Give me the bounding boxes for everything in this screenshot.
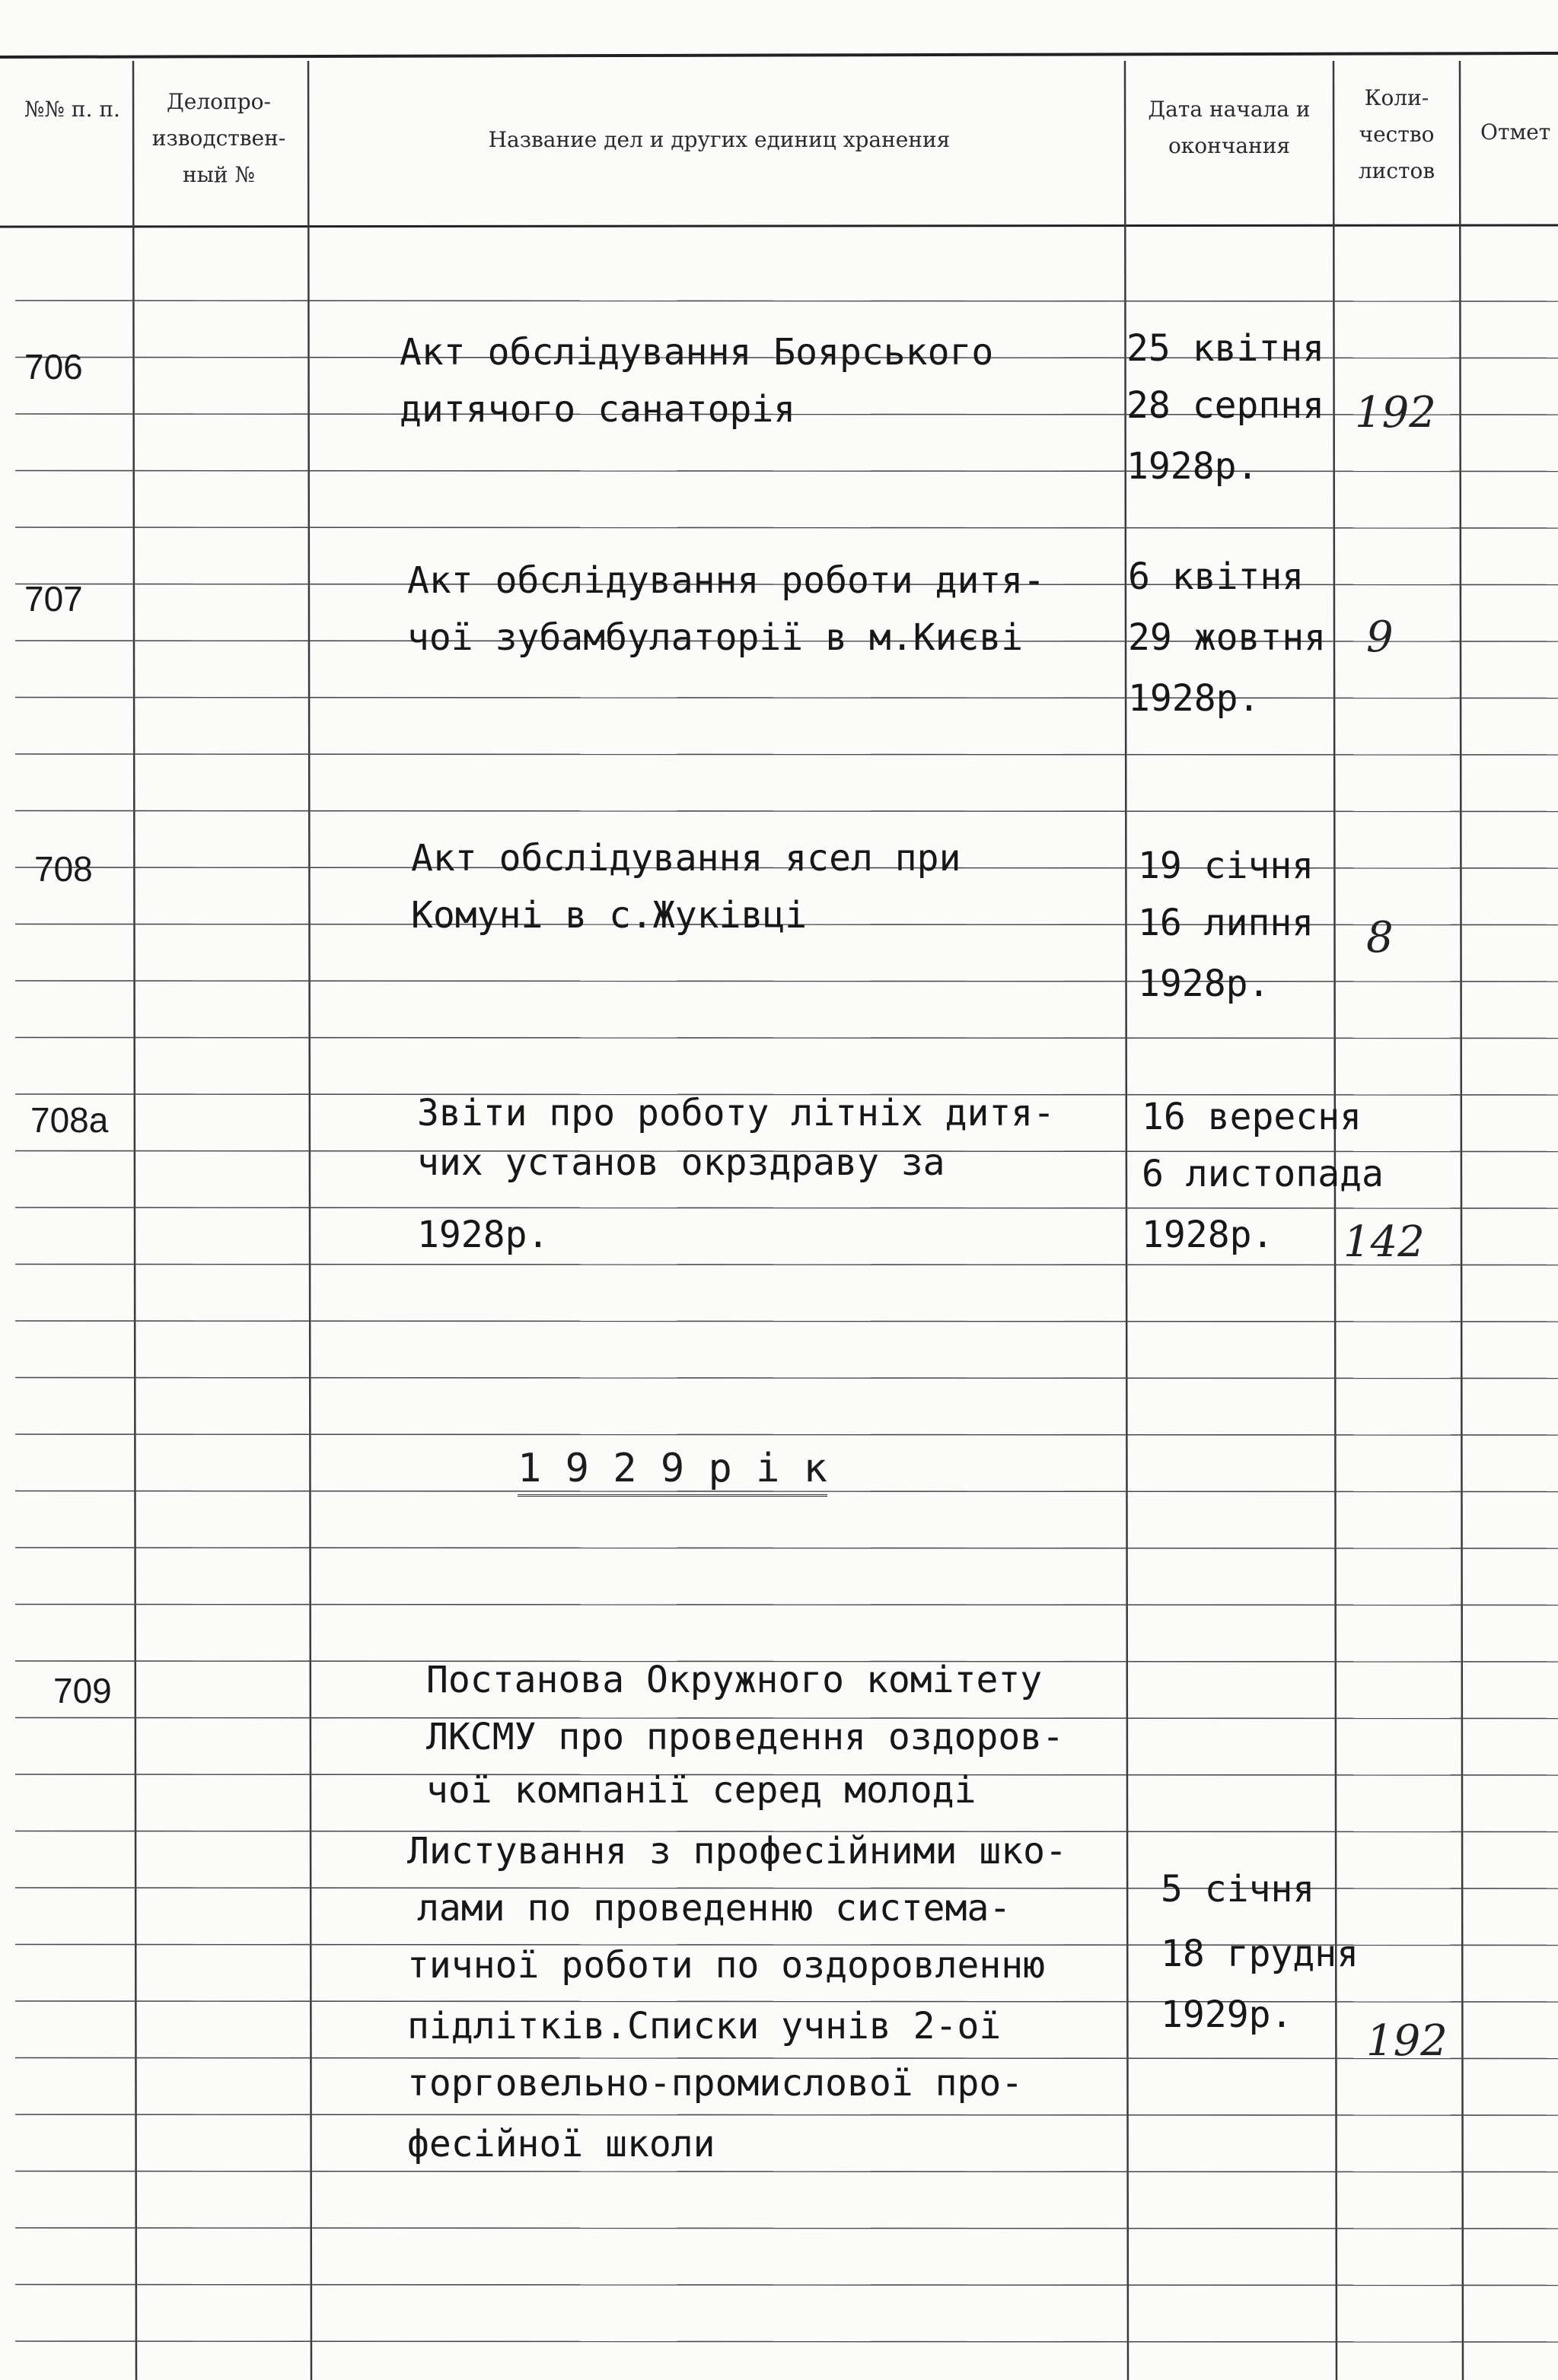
entry-date-start: 5 січня: [1161, 1868, 1315, 1911]
ruled-row-line: [15, 2114, 1558, 2115]
entry-date-end: 6 листопада: [1142, 1153, 1384, 1195]
entry-date-year: 1928р.: [1128, 677, 1260, 720]
entry-title-line: дитячого санаторія: [400, 388, 796, 431]
entry-number: 708а: [30, 1100, 109, 1140]
entry-title-line: чої зубамбулаторії в м.Києві: [407, 616, 1024, 659]
entry-title-line: Звіти про роботу літніх дитя-: [417, 1092, 1056, 1134]
entry-title-line: Комуні в с.Жуківці: [411, 894, 808, 937]
entry-title-line: Акт обслідування ясел при: [411, 837, 961, 880]
entry-number: 709: [53, 1671, 112, 1710]
entry-date-start: 19 січня: [1138, 845, 1314, 887]
ruled-row-line: [15, 2001, 1558, 2002]
header-col-number: №№ п. п.: [24, 97, 120, 122]
ruled-row-line: [15, 2285, 1558, 2286]
entry-title-line: чої компанії серед молоді: [426, 1769, 977, 1812]
header-bottom-border: [0, 225, 1558, 227]
entry-sheets: 192: [1366, 2016, 1448, 2066]
entry-title-line: фесійної школи: [407, 2123, 715, 2165]
ruled-row-line: [15, 981, 1558, 982]
entry-title-line: Акт обслідування Боярського: [400, 331, 994, 374]
entry-date-start: 25 квітня: [1126, 327, 1325, 370]
entry-title-line: підлітків.Списки учнів 2-ої: [407, 2005, 1002, 2048]
ruled-row-line: [15, 754, 1558, 755]
header-col-notes: Отмет: [1480, 119, 1551, 145]
entry-title-line: Акт обслідування роботи дитя-: [407, 559, 1046, 602]
entry-sheets: 192: [1355, 388, 1436, 438]
ruled-row-line: [15, 1321, 1558, 1322]
entry-title-line: лами по проведенню система-: [417, 1887, 1012, 1930]
entry-date-end: 18 грудня: [1161, 1933, 1359, 1975]
ruled-row-line: [15, 1434, 1558, 1435]
entry-title-line: ЛКСМУ про проведення оздоров-: [426, 1716, 1065, 1758]
entry-title-line: торговельно-промислової про-: [407, 2062, 1024, 2105]
header-col-title: Название дел и других единиц хранения: [488, 127, 951, 152]
year-heading: 1 9 2 9 р і к: [518, 1446, 827, 1497]
column-divider: [133, 61, 136, 2380]
header-col-sheets: Коли- чество листов: [1358, 85, 1435, 183]
entry-date-end: 28 серпня: [1126, 384, 1325, 427]
entry-title-line: Постанова Окружного комітету: [426, 1659, 1043, 1701]
entry-date-end: 16 липня: [1138, 902, 1314, 944]
header-top-border: [0, 53, 1558, 57]
entry-title-line: 1928р.: [417, 1214, 550, 1256]
ruled-row-line: [15, 1378, 1558, 1379]
entry-date-year: 1928р.: [1126, 445, 1259, 488]
ruled-row-line: [15, 1038, 1558, 1039]
ruled-row-line: [15, 471, 1558, 472]
entry-number: 706: [24, 347, 83, 387]
entry-sheets: 9: [1366, 612, 1394, 662]
entry-date-start: 6 квітня: [1128, 555, 1305, 598]
entry-date-year: 1929р.: [1161, 1993, 1293, 2036]
entry-date-end: 29 жовтня: [1128, 616, 1327, 659]
entry-date-start: 16 вересня: [1142, 1096, 1362, 1138]
entry-title-line: Листування з професійними шко-: [407, 1830, 1067, 1873]
entry-sheets: 8: [1366, 913, 1394, 963]
entry-number: 707: [24, 579, 83, 619]
header-col-dates: Дата начала и окончания: [1148, 97, 1311, 158]
ruled-row-line: [15, 2058, 1558, 2059]
ruled-row-line: [15, 811, 1558, 812]
entry-date-year: 1928р.: [1142, 1214, 1274, 1256]
column-divider: [308, 61, 311, 2380]
ruled-row-line: [15, 2341, 1558, 2342]
column-divider: [1460, 61, 1463, 2380]
entry-title-line: тичної роботи по оздоровленню: [407, 1944, 1046, 1987]
entry-sheets: 142: [1343, 1217, 1425, 1267]
ruled-row-line: [15, 527, 1558, 528]
header-col-office-number: Делопро- изводствен- ный №: [151, 89, 286, 187]
column-divider: [1333, 61, 1337, 2380]
entry-date-year: 1928р.: [1138, 963, 1270, 1005]
entry-number: 708: [34, 849, 93, 889]
entry-title-line: чих установ окрздраву за: [417, 1141, 945, 1184]
ruled-row-line: [15, 2228, 1558, 2229]
